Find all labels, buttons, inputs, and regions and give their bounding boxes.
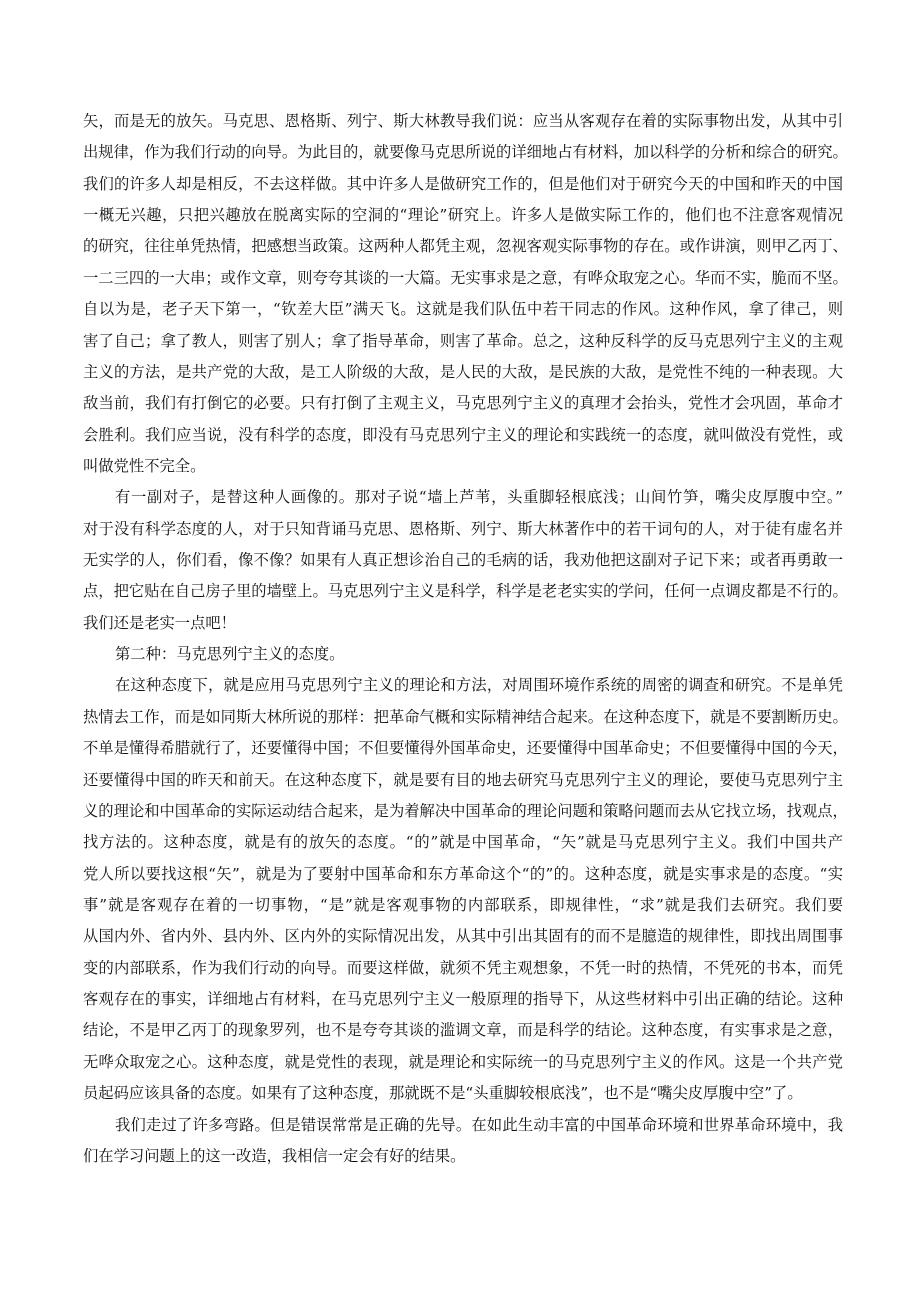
document-body	[83, 106, 848, 1172]
text-line: 客观存在的事实，详细地占有材料，在马克思列宁主义一般原理的指导下，从这些材料中引出正确的结论。这种	[83, 990, 843, 1009]
text-line: 党人所以要找这根“矢”，就是为了要射中国革命和东方革命这个“的”的。这种态度，就是实事求是的态度。“实	[83, 864, 843, 883]
text-line: 对于没有科学态度的人，对于只知背诵马克思、恩格斯、列宁、斯大林著作中的若干词句的人，对于徒有虚名并	[83, 519, 843, 538]
text-line: 从国内外、省内外、县内外、区内外的实际情况出发，从其中引出其固有的而不是臆造的规律性，即找出周围事	[83, 927, 843, 946]
paragraph-couplet	[83, 482, 848, 639]
text-line: 一概无兴趣，只把兴趣放在脱离实际的空洞的“理论”研究上。许多人是做实际工作的，他们也不注意客观情况	[83, 206, 843, 225]
paragraph-conclusion	[83, 1110, 843, 1173]
text-line: 找方法的。这种态度，就是有的放矢的态度。“的”就是中国革命，“矢”就是马克思列宁主义。我们中国共产	[83, 833, 843, 852]
text-line: 的研究，往往单凭热情，把感想当政策。这两种人都凭主观，忽视客观实际事物的存在。或作讲演，则甲乙丙丁、	[83, 237, 848, 256]
text-line: 们在学习问题上的这一改造，我相信一定会有好的结果。	[83, 1146, 466, 1165]
text-line: 无哗众取宠之心。这种态度，就是党性的表现，就是理论和实际统一的马克思列宁主义的作风。这是一个共产党	[83, 1052, 843, 1071]
text-line: 员起码应该具备的态度。如果有了这种态度，那就既不是“头重脚较根底浅”，也不是“嘴尖皮厚腹中空”了。	[83, 1084, 803, 1103]
text-line: 敌当前，我们有打倒它的必要。只有打倒了主观主义，马克思列宁主义的真理才会抬头，党性才会巩固，革命才	[83, 394, 843, 413]
text-line: 自以为是，老子天下第一，“钦差大臣”满天飞。这就是我们队伍中若干同志的作风。这种作风，拿了律己，则	[83, 300, 843, 319]
text-line: 出规律，作为我们行动的向导。为此目的，就要像马克思所说的详细地占有材料，加以科学的分析和综合的研究。	[83, 143, 848, 162]
text-line: 热情去工作，而是如同斯大林所说的那样：把革命气概和实际精神结合起来。在这种态度下，就是不要割断历史。	[83, 707, 848, 726]
text-line: 义的理论和中国革命的实际运动结合起来，是为着解决中国革命的理论问题和策略问题而去从它找立场，找观点，	[83, 801, 848, 820]
text-line: 会胜利。我们应当说，没有科学的态度，即没有马克思列宁主义的理论和实践统一的态度，就叫做没有党性，或	[83, 425, 843, 444]
text-line: 在这种态度下，就是应用马克思列宁主义的理论和方法，对周围环境作系统的周密的调查和研究。不是单凭	[115, 676, 843, 695]
text-line: 一二三四的一大串；或作文章，则夸夸其谈的一大篇。无实事求是之意，有哗众取宠之心。华而不实，脆而不坚。	[83, 268, 848, 287]
text-line: 无实学的人，你们看，像不像？如果有人真正想诊治自己的毛病的话，我劝他把这副对子记下来；或者再勇敢一	[83, 551, 843, 570]
text-line: 有一副对子，是替这种人画像的。那对子说“墙上芦苇，头重脚轻根底浅；山间竹笋，嘴尖皮厚腹中空。”	[115, 488, 843, 507]
text-line: 矢，而是无的放矢。马克思、恩格斯、列宁、斯大林教导我们说：应当从客观存在着的实际事物出发，从其中引	[83, 112, 843, 130]
text-line: 事”就是客观存在着的一切事物，“是”就是客观事物的内部联系，即规律性，“求”就是我们去研究。我们要	[83, 895, 843, 914]
text-line: 我们走过了许多弯路。但是错误常常是正确的先导。在如此生动丰富的中国革命环境和世界革命环境中，我	[115, 1115, 843, 1134]
paragraph-continuation	[83, 106, 848, 482]
text-line: 叫做党性不完全。	[83, 456, 206, 475]
text-line: 点，把它贴在自己房子里的墙壁上。马克思列宁主义是科学，科学是老老实实的学问，任何一点调皮都是不行的。	[83, 582, 848, 601]
section-heading-second-attitude	[83, 639, 843, 670]
text-line: 结论，不是甲乙丙丁的现象罗列，也不是夸夸其谈的滥调文章，而是科学的结论。这种态度，有实事求是之意，	[83, 1021, 843, 1040]
text-line: 我们的许多人却是相反，不去这样做。其中许多人是做研究工作的，但是他们对于研究今天的中国和昨天的中国	[83, 174, 843, 193]
paragraph-marxist-attitude	[83, 670, 848, 1109]
text-line: 害了自己；拿了教人，则害了别人；拿了指导革命，则害了革命。总之，这种反科学的反马克思列宁主义的主观	[83, 331, 843, 350]
text-line: 变的内部联系，作为我们行动的向导。而要这样做，就须不凭主观想象，不凭一时的热情，不凭死的书本，而凭	[83, 958, 843, 977]
text-line: 我们还是老实一点吧！	[83, 613, 236, 632]
text-line: 不单是懂得希腊就行了，还要懂得中国；不但要懂得外国革命史，还要懂得中国革命史；不但要懂得中国的今天，	[83, 739, 848, 758]
text-line: 第二种：马克思列宁主义的态度。	[115, 645, 345, 664]
text-line: 还要懂得中国的昨天和前天。在这种态度下，就是要有目的地去研究马克思列宁主义的理论，要使马克思列宁主	[83, 770, 843, 789]
text-line: 主义的方法，是共产党的大敌，是工人阶级的大敌，是人民的大敌，是民族的大敌，是党性不纯的一种表现。大	[83, 362, 843, 381]
